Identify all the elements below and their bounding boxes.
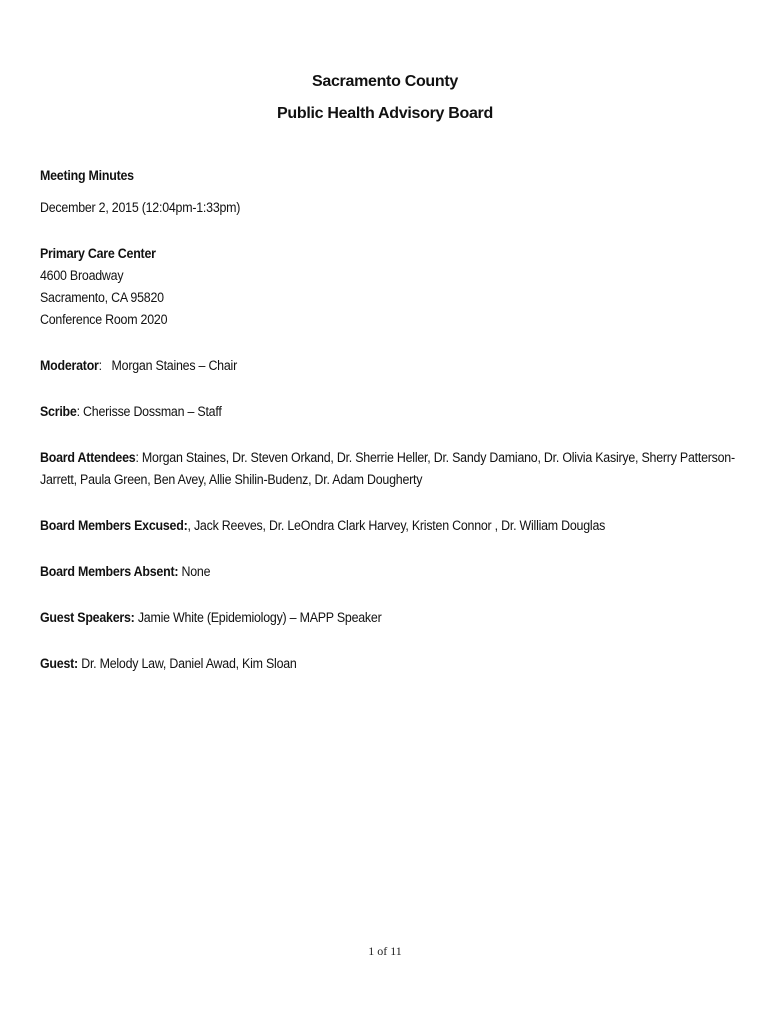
- minutes-content: [40, 165, 739, 675]
- moderator-value: Morgan Staines – Chair: [111, 358, 237, 373]
- location-street: 4600 Broadway: [40, 268, 124, 283]
- excused-sep: ,: [187, 518, 194, 533]
- page-number: 1 of 11: [368, 944, 402, 958]
- absent-label: Board Members Absent:: [40, 564, 179, 579]
- scribe-value: Cherisse Dossman – Staff: [83, 404, 222, 419]
- org-title: Sacramento County: [311, 73, 459, 90]
- attendees-label: Board Attendees: [40, 450, 136, 465]
- moderator-label: Moderator: [40, 358, 99, 373]
- speakers-label: Guest Speakers:: [40, 610, 135, 625]
- guests-value: Dr. Melody Law, Daniel Awad, Kim Sloan: [81, 656, 297, 671]
- guests-label: Guest:: [40, 656, 78, 671]
- location-block: [40, 243, 739, 331]
- board-title: Public Health Advisory Board: [277, 105, 493, 122]
- speakers-line: [40, 607, 739, 629]
- location-city: Sacramento, CA 95820: [40, 290, 164, 305]
- location-room: Conference Room 2020: [40, 312, 168, 327]
- scribe-line: [40, 401, 739, 423]
- location-name: Primary Care Center: [40, 246, 156, 261]
- attendees-sep: :: [135, 450, 142, 465]
- speakers-value: Jamie White (Epidemiology) – MAPP Speaker: [137, 610, 382, 625]
- meeting-heading: Meeting Minutes: [40, 168, 134, 183]
- meeting-date: December 2, 2015 (12:04pm-1:33pm): [40, 200, 241, 215]
- moderator-sep: :: [98, 358, 112, 373]
- title-block: [0, 66, 770, 130]
- absent-line: [40, 561, 739, 583]
- excused-line: [40, 515, 739, 537]
- guests-line: [40, 653, 739, 675]
- excused-value: Jack Reeves, Dr. LeOndra Clark Harvey, Kristen Connor , Dr. William Douglas: [193, 518, 606, 533]
- scribe-label: Scribe: [40, 404, 77, 419]
- excused-label: Board Members Excused:: [40, 518, 188, 533]
- attendees-line: [40, 447, 739, 491]
- moderator-line: [40, 355, 739, 377]
- absent-value: None: [181, 564, 211, 579]
- attendees-value: Morgan Staines, Dr. Steven Orkand, Dr. Sherrie Heller, Dr. Sandy Damiano, Dr. Olivia Kasirye, Sherry Patterson-Jarrett, Paula Green, Ben Avey, Allie Shilin-Budenz, Dr. Adam Dougherty: [40, 450, 735, 487]
- scribe-sep: :: [76, 404, 84, 419]
